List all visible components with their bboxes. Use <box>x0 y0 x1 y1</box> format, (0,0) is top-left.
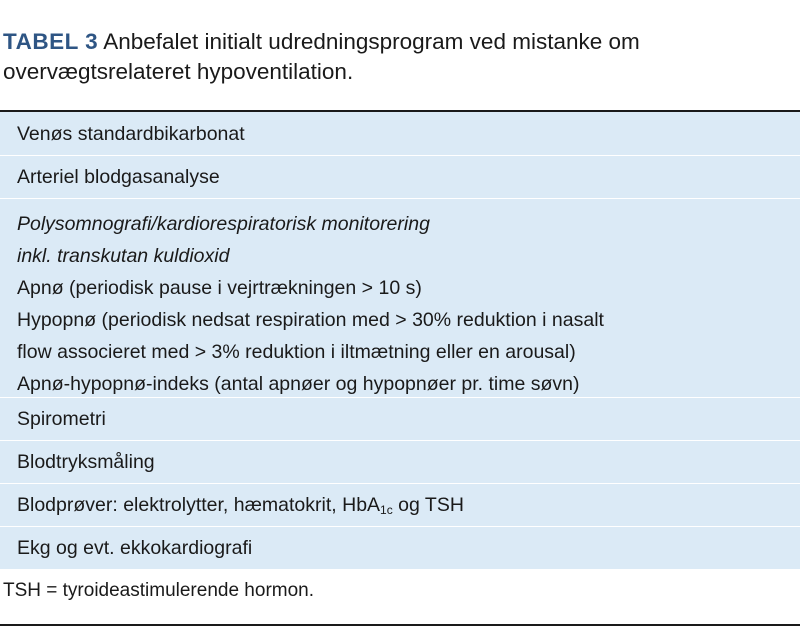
row-heading-line: inkl. transkutan kuldioxid <box>17 245 230 267</box>
table-row <box>0 112 800 156</box>
table-row <box>0 199 800 398</box>
table-caption <box>3 27 797 87</box>
row-text-line: Apnø (periodisk pause i vejrtrækningen > 10 s) <box>17 277 422 299</box>
row-text: Spirometri <box>17 408 106 430</box>
table-row <box>0 527 800 570</box>
row-text: Arteriel blodgasanalyse <box>17 166 220 188</box>
row-text-prefix: Blodprøver: elektrolytter, hæmatokrit, HbA <box>17 494 381 516</box>
table-number-label: TABEL 3 <box>3 29 99 54</box>
row-text-subscript: 1c <box>380 503 393 517</box>
recommendation-table <box>0 112 800 570</box>
row-text-suffix: og TSH <box>392 494 464 516</box>
row-text: Venøs standardbikarbonat <box>17 123 245 145</box>
table-title-line2: overvægtsrelateret hypoventilation. <box>3 59 354 84</box>
table-row <box>0 156 800 199</box>
table-title-line1: Anbefalet initialt udredningsprogram ved mistanke om <box>103 29 640 54</box>
row-text-line: Apnø-hypopnø-indeks (antal apnøer og hypopnøer pr. time søvn) <box>17 373 580 395</box>
table-footnote: TSH = tyroideastimulerende hormon. <box>3 580 315 601</box>
row-text: Blodtryksmåling <box>17 451 155 473</box>
table-row <box>0 484 800 527</box>
table-row <box>0 441 800 484</box>
row-heading-line: Polysomnografi/kardiorespiratorisk monitorering <box>17 213 430 235</box>
row-text-line: Hypopnø (periodisk nedsat respiration med > 30% reduktion i nasalt <box>17 309 604 331</box>
row-text: Ekg og evt. ekkokardiografi <box>17 537 253 559</box>
table-bottom-rule <box>0 624 800 626</box>
row-text-line: flow associeret med > 3% reduktion i iltmætning eller en arousal) <box>17 341 576 363</box>
table-row <box>0 398 800 441</box>
